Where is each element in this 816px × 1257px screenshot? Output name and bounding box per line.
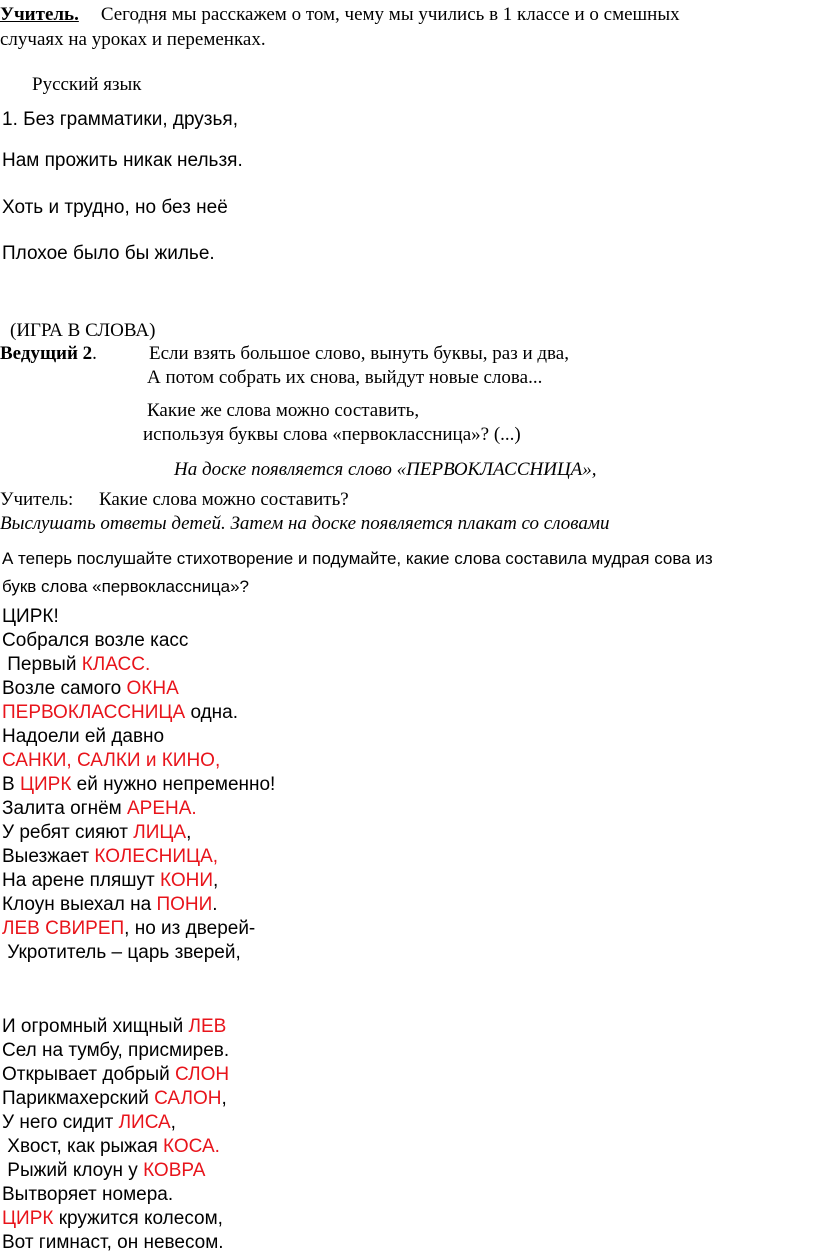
poem-line <box>2 773 275 797</box>
poem-line <box>2 1183 229 1207</box>
poem-line <box>2 797 275 821</box>
poem-line <box>2 821 275 845</box>
host2-punct: . <box>92 343 97 364</box>
poem-text: Залита огнём <box>2 798 127 819</box>
poem-text: , <box>170 1112 176 1133</box>
poem-text: Возле самого <box>2 678 127 699</box>
poem-text: Укротитель – царь зверей, <box>2 942 241 963</box>
poem-text: Надоели ей давно <box>2 726 165 747</box>
poem-text: Парикмахерский <box>2 1088 155 1109</box>
poem-line <box>2 1039 229 1063</box>
poem-text: , <box>213 870 219 891</box>
listen-note: Выслушать ответы детей. Затем на доске появляется плакат со словами <box>0 513 610 534</box>
teacher2-question: Какие слова можно составить? <box>99 489 349 510</box>
highlighted-word: КОСА. <box>163 1136 220 1157</box>
poem-line <box>2 1135 229 1159</box>
verse1-line-2: Нам прожить никак нельзя. <box>2 150 243 171</box>
poem-line <box>2 845 275 869</box>
poem-text: . <box>212 894 218 915</box>
poem-text: Открывает добрый <box>2 1064 176 1085</box>
poem-text: , <box>221 1088 227 1109</box>
verse1-line-3: Хоть и трудно, но без неё <box>2 197 228 218</box>
poem-text: кружится колесом, <box>53 1208 223 1229</box>
poem-text: Вот гимнаст, он невесом. <box>2 1232 224 1253</box>
highlighted-word: ОКНА <box>126 678 179 699</box>
poem-line <box>2 869 275 893</box>
highlighted-word: ЛЕВ <box>188 1016 227 1037</box>
poem-line <box>2 605 275 629</box>
poem-line <box>2 1207 229 1231</box>
highlighted-word: КОЛЕСНИЦА, <box>94 846 219 867</box>
highlighted-word: САЛОН <box>154 1088 222 1109</box>
poem-line <box>2 1111 229 1135</box>
highlighted-word: ЛИЦА <box>133 822 187 843</box>
poem-text: Хвост, как рыжая <box>2 1136 164 1157</box>
poem-line <box>2 1063 229 1087</box>
poem-line <box>2 1231 229 1255</box>
highlighted-word: ЛЕВ СВИРЕП <box>2 918 125 939</box>
poem-text: ЦИРК! <box>2 606 59 627</box>
highlighted-word: ЛИСА <box>118 1112 171 1133</box>
highlighted-word: КЛАСС. <box>81 654 151 675</box>
verse1-line-1: 1. Без грамматики, друзья, <box>2 109 238 130</box>
highlighted-word: АРЕНА. <box>126 798 197 819</box>
poem-text: У него сидит <box>2 1112 119 1133</box>
host2-line-1: Если взять большое слово, вынуть буквы, раз и два, <box>149 343 569 364</box>
poem-line <box>2 941 275 965</box>
host2-line-4: используя буквы слова «первоклассница»? (...) <box>143 424 521 445</box>
highlighted-word: КОВРА <box>143 1160 206 1181</box>
poem-line <box>2 1087 229 1111</box>
poem-text: , но из дверей- <box>124 918 256 939</box>
poem-text: Собрался возле касс <box>2 630 189 651</box>
highlighted-word: ПОНИ <box>156 894 213 915</box>
host2-speaker-block <box>0 343 97 365</box>
host2-speaker: Ведущий 2 <box>0 343 93 364</box>
poem-text: Рыжий клоун у <box>2 1160 144 1181</box>
poem-line <box>2 629 275 653</box>
poem-line <box>2 677 275 701</box>
poem-stanza-1 <box>2 605 275 965</box>
prompt-line-2: букв слова «первоклассница»? <box>2 577 249 596</box>
subject-title: Русский язык <box>32 74 142 95</box>
highlighted-word: ЦИРК <box>19 774 72 795</box>
highlighted-word: ПЕРВОКЛАССНИЦА <box>2 702 186 723</box>
poem-text: Сел на тумбу, присмирев. <box>2 1040 230 1061</box>
poem-line <box>2 917 275 941</box>
board-note: На доске появляется слово «ПЕРВОКЛАССНИЦА», <box>174 459 597 480</box>
poem-text: ей нужно непременно! <box>71 774 276 795</box>
poem-line <box>2 725 275 749</box>
poem-line <box>2 1015 229 1039</box>
poem-text: , <box>186 822 192 843</box>
highlighted-word: ЦИРК <box>2 1208 54 1229</box>
intro-text-1: Сегодня мы расскажем о том, чему мы учились в 1 классе и о смешных <box>100 4 680 25</box>
poem-stanza-2 <box>2 1015 229 1255</box>
highlighted-word: КОНИ <box>160 870 214 891</box>
host2-line-2: А потом собрать их снова, выйдут новые слова... <box>147 367 543 388</box>
poem-line <box>2 1159 229 1183</box>
poem-text: Вытворяет номера. <box>2 1184 174 1205</box>
host2-line-3: Какие же слова можно составить, <box>147 400 420 421</box>
poem-line <box>2 893 275 917</box>
poem-text: Первый <box>2 654 82 675</box>
poem-text: На арене пляшут <box>2 870 160 891</box>
intro-speaker: Учитель. <box>0 4 79 25</box>
poem-line <box>2 653 275 677</box>
highlighted-word: СЛОН <box>175 1064 230 1085</box>
poem-text: И огромный хищный <box>2 1016 189 1037</box>
poem-text: Выезжает <box>2 846 95 867</box>
poem-text: Клоун выехал на <box>2 894 157 915</box>
intro-line-1 <box>0 4 680 26</box>
teacher2-speaker: Учитель: <box>0 489 74 510</box>
highlighted-word: САНКИ, САЛКИ и КИНО, <box>2 750 221 771</box>
poem-line <box>2 749 275 773</box>
poem-line <box>2 701 275 725</box>
poem-text: В <box>2 774 20 795</box>
verse1-line-4: Плохое было бы жилье. <box>2 243 215 264</box>
poem-text: одна. <box>185 702 239 723</box>
game-title: (ИГРА В СЛОВА) <box>10 320 156 341</box>
poem-text: У ребят сияют <box>2 822 134 843</box>
intro-text-2: случаях на уроках и переменках. <box>0 29 266 50</box>
prompt-line-1: А теперь послушайте стихотворение и подумайте, какие слова составила мудрая сова из <box>2 549 713 568</box>
